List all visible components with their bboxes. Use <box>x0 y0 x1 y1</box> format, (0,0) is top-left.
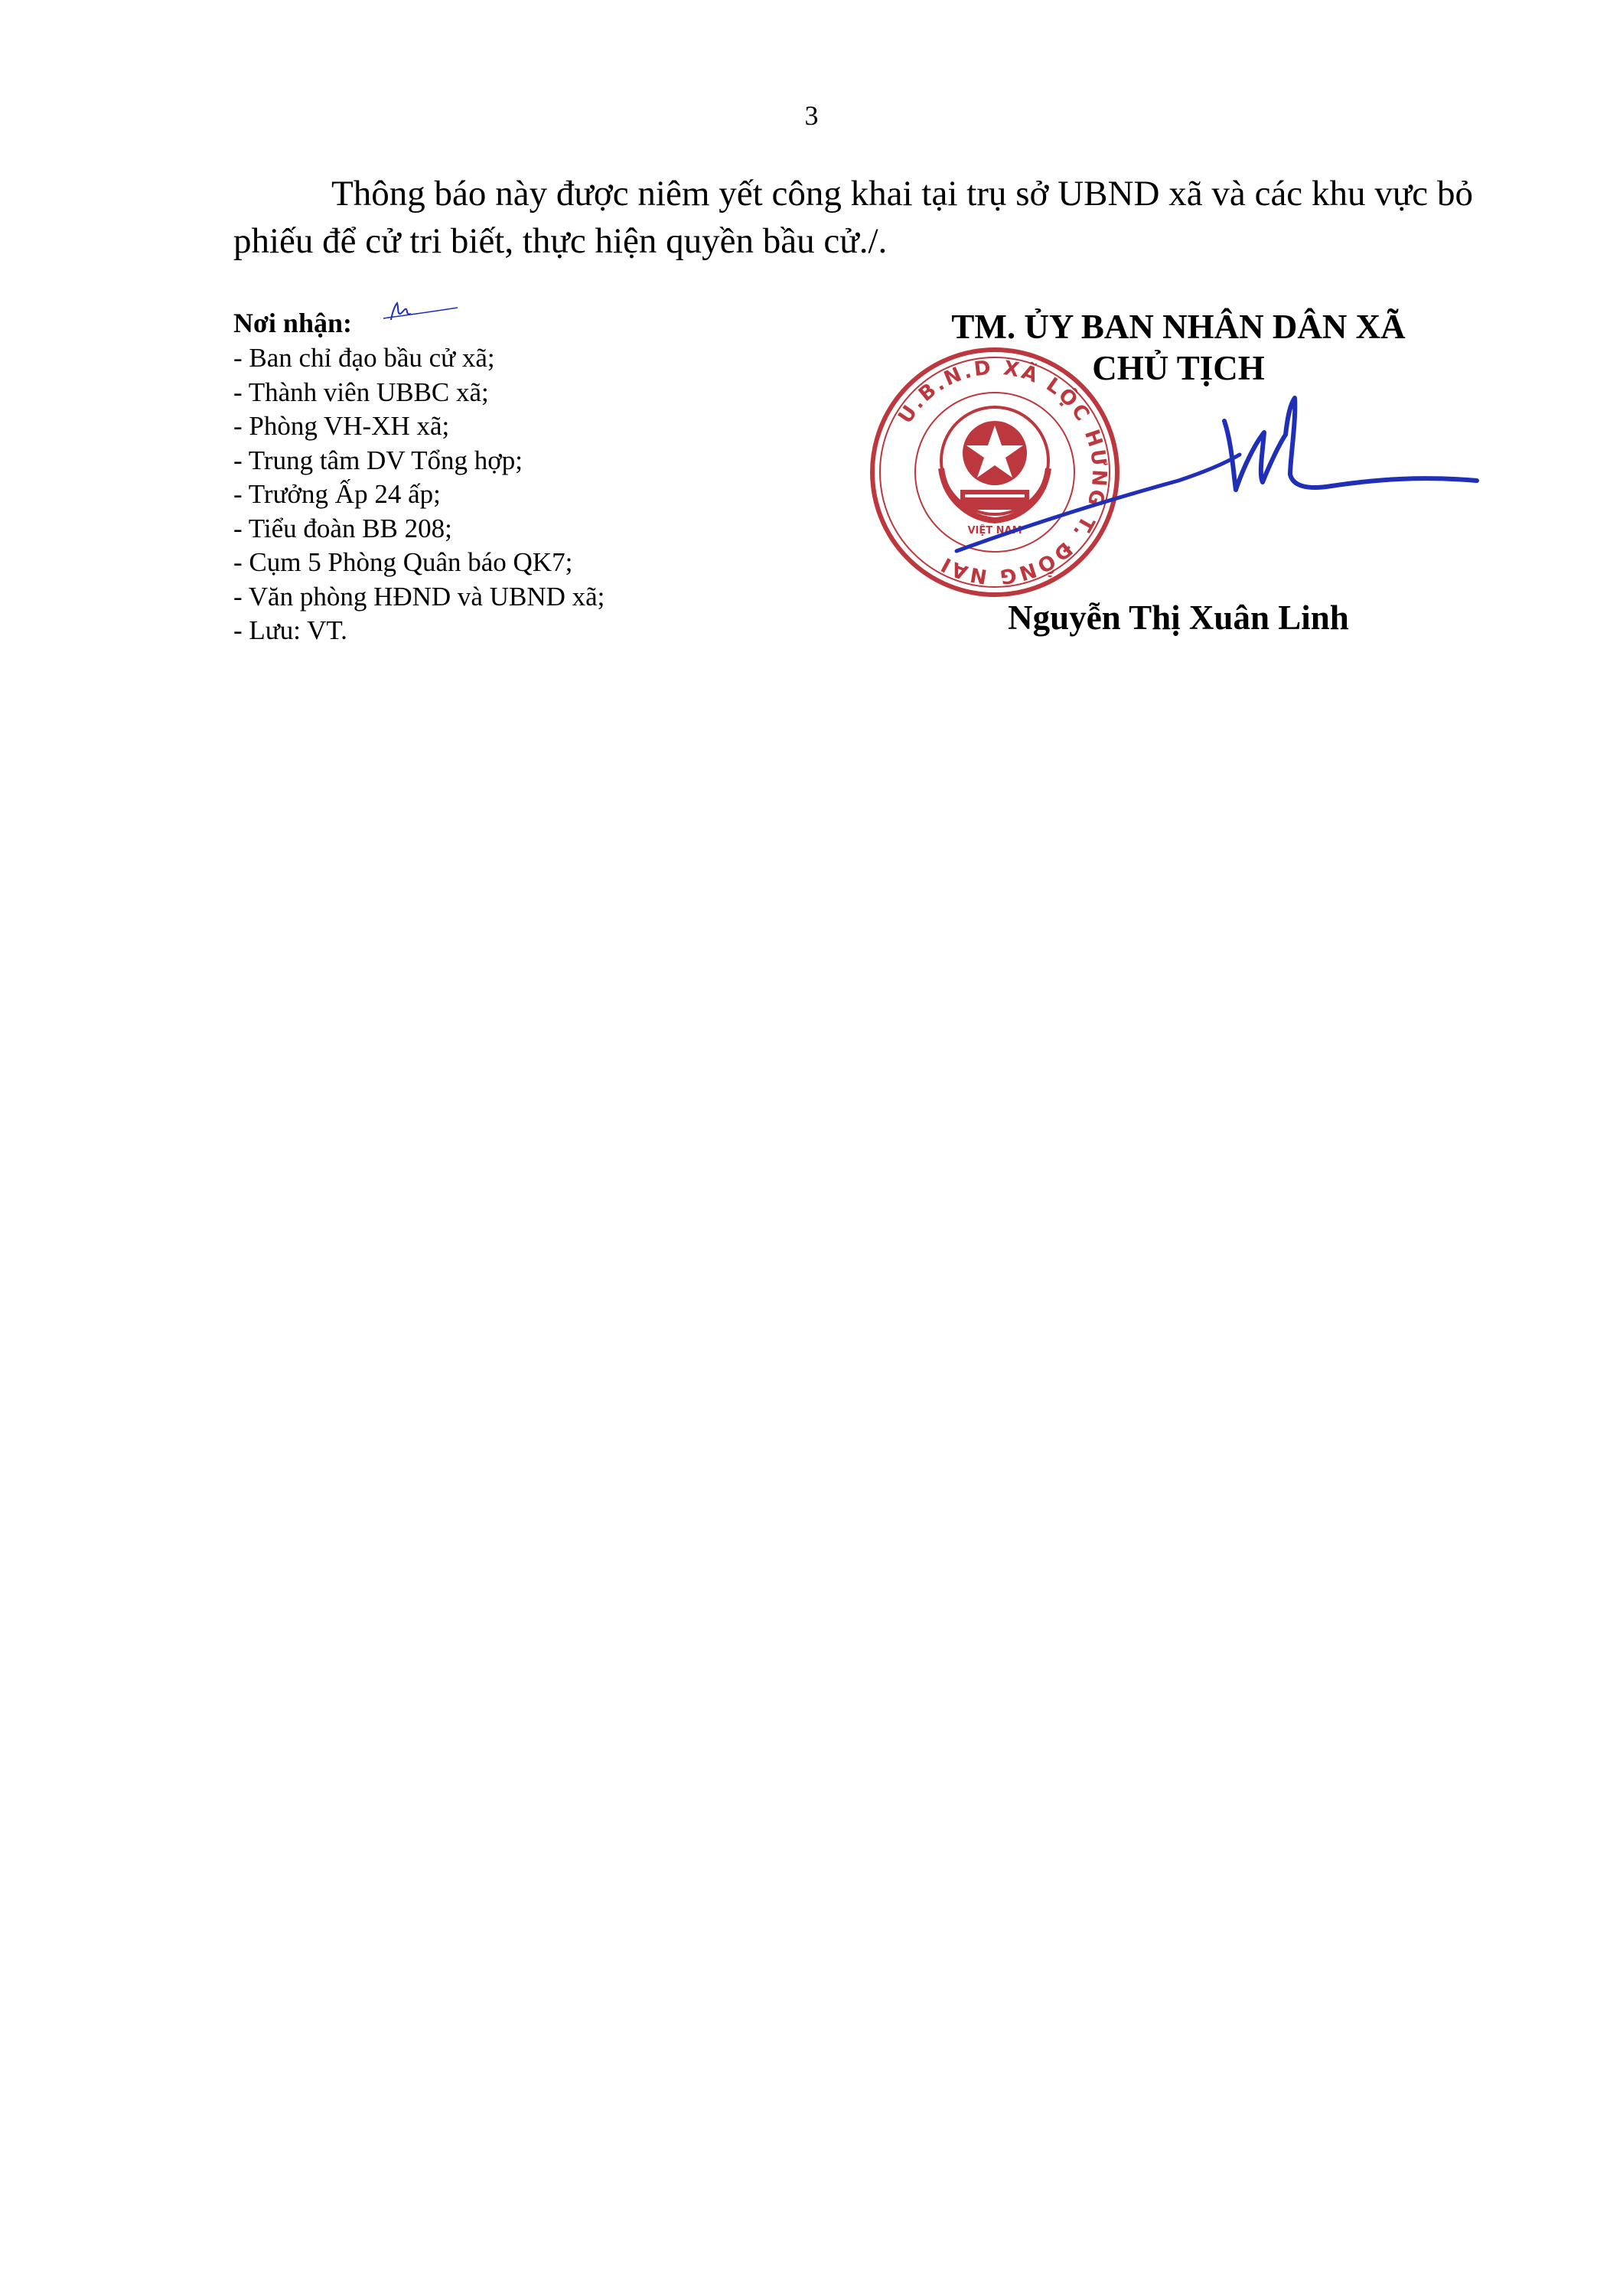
recipient-item: - Trung tâm DV Tổng hợp; <box>233 445 523 475</box>
recipient-item: - Tiểu đoàn BB 208; <box>233 513 452 543</box>
signer-name: Nguyễn Thị Xuân Linh <box>1008 598 1349 637</box>
recipient-item: - Lưu: VT. <box>233 615 347 645</box>
recipients-title: Nơi nhận: <box>233 308 352 338</box>
recipients-section <box>233 306 708 648</box>
recipient-item: - Trưởng Ấp 24 ấp; <box>233 479 441 509</box>
signature-title: CHỦ TỊCH <box>1092 349 1265 387</box>
seal-inner-text: VIỆT NAM <box>967 525 1022 536</box>
signature-scribble-icon <box>949 390 1484 559</box>
initial-mark-icon <box>377 297 461 328</box>
recipients-heading <box>233 306 708 340</box>
recipient-item: - Thành viên UBBC xã; <box>233 377 489 407</box>
recipient-item: - Ban chỉ đạo bầu cử xã; <box>233 343 495 373</box>
signature-organization: TM. ỦY BAN NHÂN DÂN XÃ <box>951 308 1406 346</box>
signature-block <box>842 306 1515 643</box>
recipient-item: - Cụm 5 Phòng Quân báo QK7; <box>233 547 573 577</box>
recipient-item: - Văn phòng HĐND và UBND xã; <box>233 581 605 612</box>
notice-paragraph: Thông báo này được niêm yết công khai tại trụ sở UBND xã và các khu vực bỏ phiếu để cử tri biết, thực hiện quyền bầu cử./. <box>233 174 1473 261</box>
page-number: 3 <box>804 100 819 131</box>
recipient-item: - Phòng VH-XH xã; <box>233 411 450 441</box>
seal-ring-text: U.B.N.D XÃ LỘC HƯNG T. ĐỒNG NAI <box>894 356 1111 589</box>
recipient-list <box>233 341 708 648</box>
